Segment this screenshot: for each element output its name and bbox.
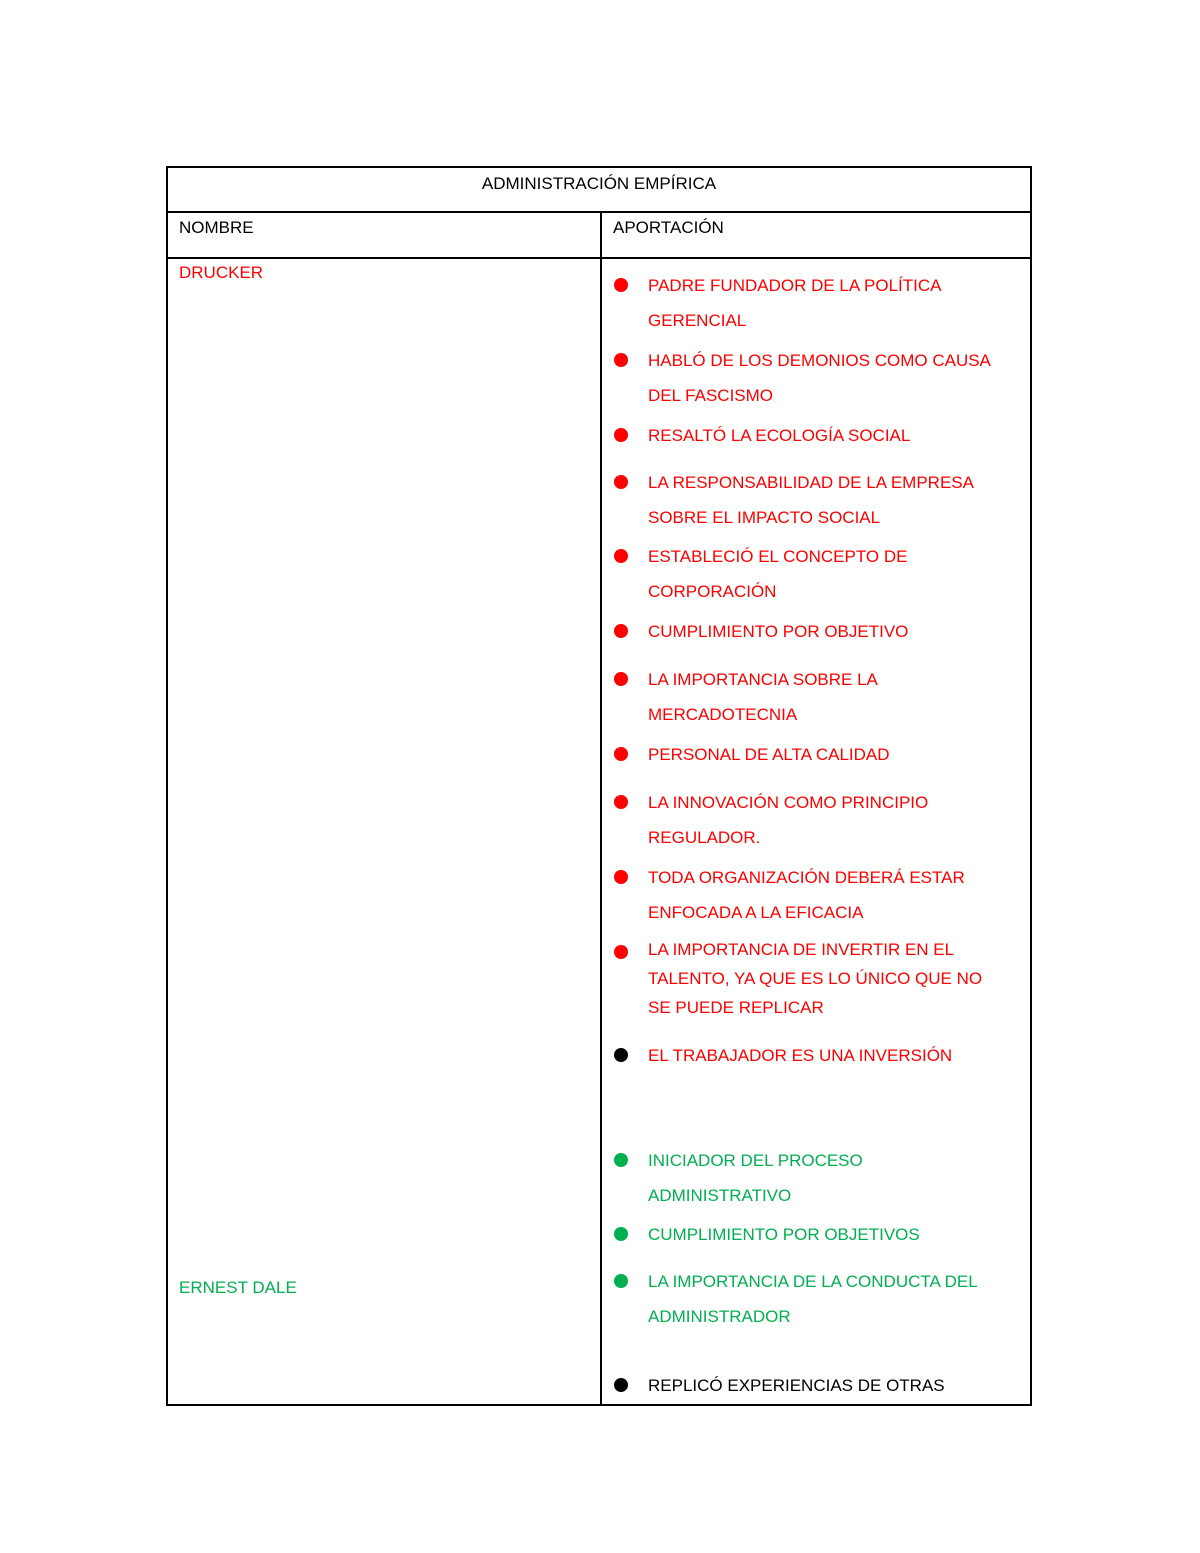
- list-item-text: LA IMPORTANCIA DE LA CONDUCTA DEL ADMINISTRADOR: [648, 1272, 978, 1326]
- bullet-dot-icon: [614, 278, 628, 292]
- list-item-text: INICIADOR DEL PROCESO ADMINISTRATIVO: [648, 1151, 863, 1205]
- table-header-row: [168, 213, 1030, 259]
- bullet-dot-icon: [614, 353, 628, 367]
- bullet-dot-icon: [614, 1227, 628, 1241]
- table-title: ADMINISTRACIÓN EMPÍRICA: [168, 168, 1030, 213]
- list-item-text: LA INNOVACIÓN COMO PRINCIPIO REGULADOR.: [648, 793, 929, 847]
- list-item-text: LA IMPORTANCIA SOBRE LA MERCADOTECNIA: [648, 670, 878, 724]
- list-item-text: CUMPLIMIENTO POR OBJETIVO: [648, 622, 909, 641]
- person-name-drucker: DRUCKER: [179, 263, 264, 282]
- bullet-dot-icon: [614, 672, 628, 686]
- list-item-text: RESALTÓ LA ECOLOGÍA SOCIAL: [648, 426, 911, 445]
- contributions-table: [166, 166, 1032, 1406]
- person-name-ernest-dale: ERNEST DALE: [179, 1278, 297, 1297]
- list-item-text: EL TRABAJADOR ES UNA INVERSIÓN: [648, 1046, 953, 1065]
- list-item-text: ESTABLECIÓ EL CONCEPTO DE CORPORACIÓN: [648, 547, 908, 601]
- bullet-dot-icon: [614, 1048, 628, 1062]
- bullet-dot-icon: [614, 475, 628, 489]
- bullet-dot-icon: [614, 549, 628, 563]
- header-aportacion: APORTACIÓN: [613, 218, 724, 237]
- list-item-text: CUMPLIMIENTO POR OBJETIVOS: [648, 1225, 920, 1244]
- header-nombre: NOMBRE: [179, 218, 254, 237]
- bullet-dot-icon: [614, 795, 628, 809]
- bullet-dot-icon: [614, 870, 628, 884]
- bullet-dot-icon: [614, 1153, 628, 1167]
- list-item-text: PERSONAL DE ALTA CALIDAD: [648, 745, 890, 764]
- bullet-dot-icon: [614, 428, 628, 442]
- bullet-dot-icon: [614, 624, 628, 638]
- bullet-dot-icon: [614, 1378, 628, 1392]
- list-item-text: LA RESPONSABILIDAD DE LA EMPRESA SOBRE EL IMPACTO SOCIAL: [648, 473, 974, 527]
- list-item-text: LA IMPORTANCIA DE INVERTIR EN EL TALENTO, YA QUE ES LO ÚNICO QUE NO SE PUEDE REPLICAR: [648, 940, 983, 1017]
- bullet-dot-icon: [614, 1274, 628, 1288]
- list-item-text: REPLICÓ EXPERIENCIAS DE OTRAS: [648, 1376, 945, 1395]
- list-item-text: HABLÓ DE LOS DEMONIOS COMO CAUSA DEL FASCISMO: [648, 351, 991, 405]
- bullet-dot-icon: [614, 747, 628, 761]
- bullet-dot-icon: [614, 945, 628, 959]
- column-divider: [600, 213, 602, 1404]
- list-item-text: TODA ORGANIZACIÓN DEBERÁ ESTAR ENFOCADA A LA EFICACIA: [648, 868, 965, 922]
- list-item-text: PADRE FUNDADOR DE LA POLÍTICA GERENCIAL: [648, 276, 942, 330]
